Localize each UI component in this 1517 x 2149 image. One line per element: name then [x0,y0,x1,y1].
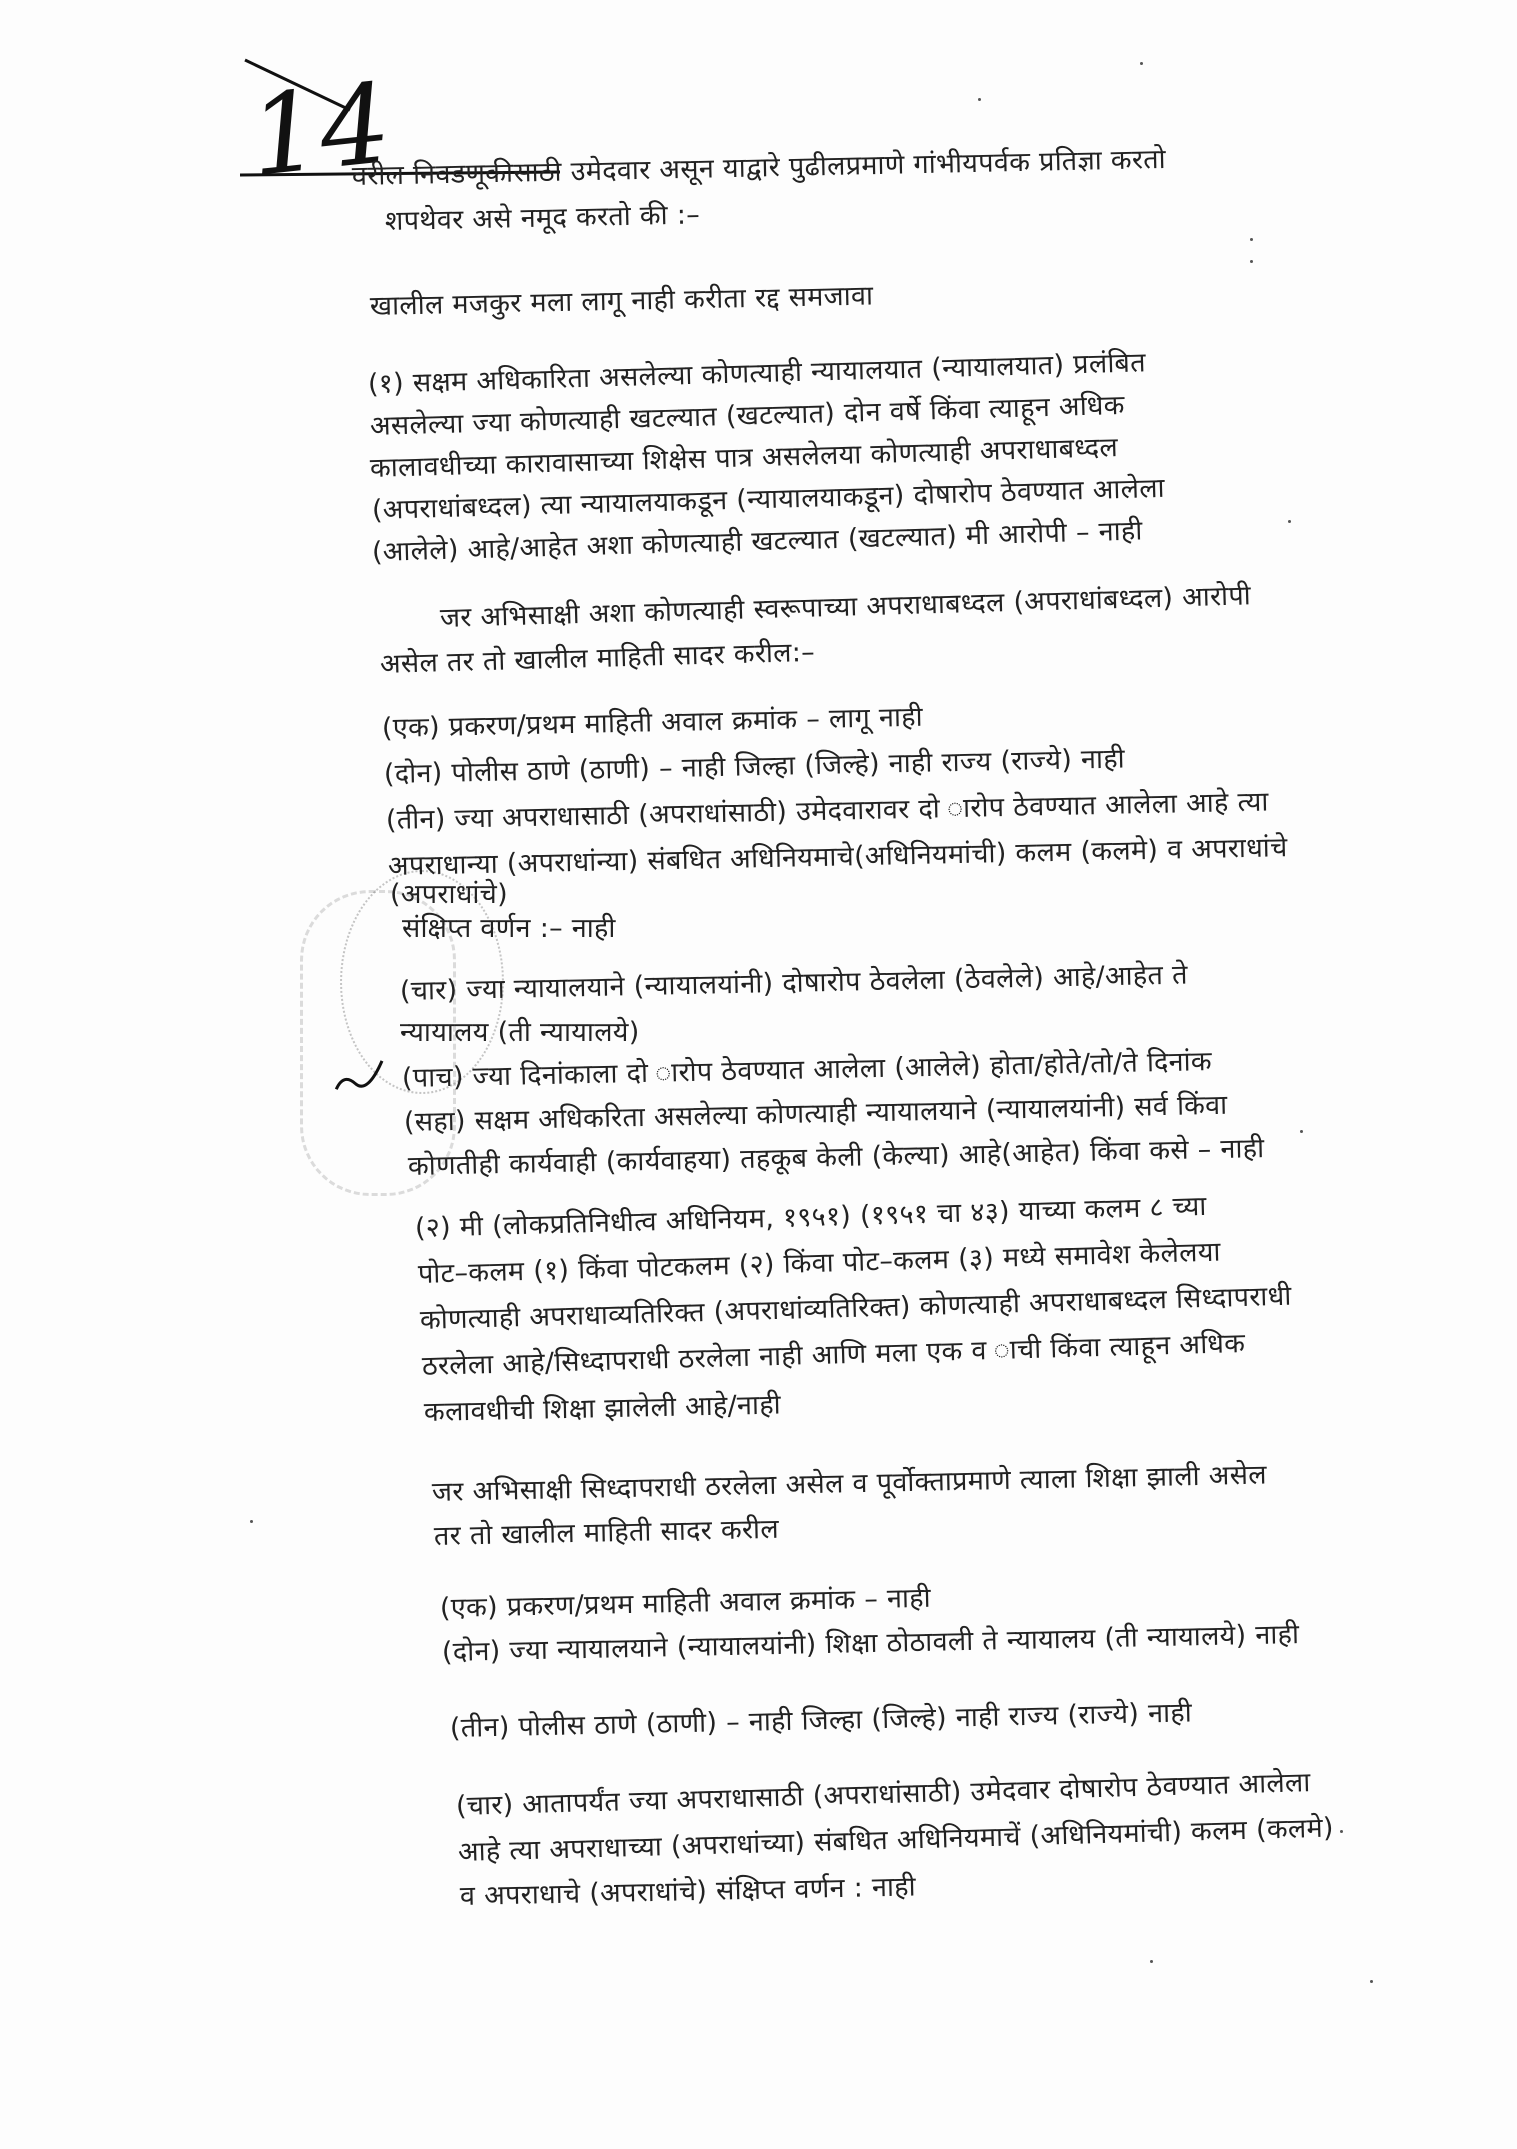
scan-speck [1340,1830,1343,1833]
handwritten-tick [326,1050,394,1110]
text-line-24: कोणत्याही अपराधाव्यतिरिक्त (अपराधांव्यतिरिक्त) कोणत्याही अपराधाबध्दल सिध्दापराधी [419,1280,1292,1336]
text-line-21: कोणतीही कार्यवाही (कार्यवाहया) तहकूब केली (केल्या) आहे(आहेत) किंवा कसे – नाही [407,1133,1265,1182]
text-line-20: (सहा) सक्षम अधिकरिता असलेल्या कोणत्याही न्यायालयाने (न्यायालयांनी) सर्व किंवा [403,1089,1228,1138]
text-line-2: शपथेवर असे नमूद करतो की :– [384,199,701,237]
text-line-16: संक्षिप्त वर्णन :– नाही [402,913,616,944]
handwritten-page-number: 14 [243,59,397,201]
text-line-1: वरील निवडणूकीसाठी उमेदवार असून याद्वारे पुढीलप्रमाणे गांभीयपर्वक प्रतिज्ञा करतो [351,143,1167,192]
text-line-18: न्यायालय (ती न्यायालये) [400,1017,640,1048]
text-line-23: पोट–कलम (१) किंवा पोटकलम (२) किंवा पोट–कलम (३) मध्ये समावेश केलेलया [417,1236,1222,1290]
text-line-12: (दोन) पोलीस ठाणे (ठाणी) – नाही जिल्हा (जिल्हे) नाही राज्य (राज्ये) नाही [383,743,1126,790]
text-line-17: (चार) ज्या न्यायालयाने (न्यायालयांनी) दोषारोप ठेवलेला (ठेवलेले) आहे/आहेत ते [399,959,1189,1007]
text-line-27: जर अभिसाक्षी सिध्दापराधी ठरलेला असेल व पूर्वोक्ताप्रमाणे त्याला शिक्षा झाली असेल [431,1459,1268,1508]
text-line-25: ठरलेला आहे/सिध्दापराधी ठरलेला नाही आणि मला एक व ाची किंवा त्याहून अधिक [421,1328,1246,1382]
text-line-28: तर तो खालील माहिती सादर करील [433,1513,780,1552]
text-line-8: (आलेले) आहे/आहेत अशा कोणत्याही खटल्यात (खटल्यात) मी आरोपी – नाही [371,515,1143,568]
text-line-26: कलावधीची शिक्षा झालेली आहे/नाही [423,1389,782,1428]
text-line-7: (अपराधांबध्दल) त्या न्यायालयाकडून (न्यायालयाकडून) दोषारोप ठेवण्यात आलेला [371,472,1166,526]
scan-speck [250,1520,253,1523]
scan-speck [1150,1960,1153,1963]
text-line-29: (एक) प्रकरण/प्रथम माहिती अवाल क्रमांक – नाही [439,1582,932,1624]
text-line-3: खालील मजकुर मला लागू नाही करीता रद्द समजावा [369,280,874,322]
text-line-30: (दोन) ज्या न्यायालयाने (न्यायालयांनी) शिक्षा ठोठावली ते न्यायालय (ती न्यायालये) नाही [441,1619,1300,1668]
text-line-6: कालावधीच्या कारावासाच्या शिक्षेस पात्र असलेलया कोणत्याही अपराधाबध्दल [369,432,1119,484]
text-line-14: अपराधान्या (अपराधांन्या) संबधित अधिनियमाचे(अधिनियमांची) कलम (कलमे) व अपराधांचे [387,832,1288,882]
scan-speck [978,98,981,101]
scan-speck [1300,1130,1303,1133]
text-line-5: असलेल्या ज्या कोणत्याही खटल्यात (खटल्यात) दोन वर्षे किंवा त्याहून अधिक [369,389,1126,442]
scan-speck [1288,520,1291,523]
scan-speck [1370,1980,1373,1983]
text-line-9: जर अभिसाक्षी अशा कोणत्याही स्वरूपाच्या अपराधाबध्दल (अपराधांबध्दल) आरोपी [439,580,1252,634]
text-line-11: (एक) प्रकरण/प्रथम माहिती अवाल क्रमांक – लागू नाही [381,701,924,744]
scan-speck [1250,260,1253,263]
text-line-13: (तीन) ज्या अपराधासाठी (अपराधांसाठी) उमेदवारावर दो ारोप ठेवण्यात आलेला आहे त्या [385,786,1269,836]
text-line-33: आहे त्या अपराधाच्या (अपराधांच्या) संबधित अधिनियमाचें (अधिनियमांची) कलम (कलमे) [457,1812,1335,1868]
text-line-15: (अपराधांचे) [390,879,508,910]
text-line-10: असेल तर तो खालील माहिती सादर करील:– [379,636,816,680]
scan-speck [1140,62,1143,65]
text-line-32: (चार) आतापर्यंत ज्या अपराधासाठी (अपराधांसाठी) उमेदवार दोषारोप ठेवण्यात आलेला [455,1767,1311,1822]
text-line-31: (तीन) पोलीस ठाणे (ठाणी) – नाही जिल्हा (जिल्हे) नाही राज्य (राज्ये) नाही [449,1697,1193,1744]
text-line-4: (१) सक्षम अधिकारिता असलेल्या कोणत्याही न्यायालयात (न्यायालयात) प्रलंबित [367,347,1147,400]
text-line-19: (पाच) ज्या दिनांकाला दो ारोप ठेवण्यात आलेला (आलेले) होता/होते/तो/ते दिनांक [401,1046,1213,1094]
text-line-34: व अपराधाचे (अपराधांचे) संक्षिप्त वर्णन : नाही [459,1871,917,1912]
scan-speck [1250,238,1253,241]
text-line-22: (२) मी (लोकप्रतिनिधीत्व अधिनियम, १९५१) (१९५१ चा ४३) याच्या कलम ८ च्या [414,1190,1208,1244]
